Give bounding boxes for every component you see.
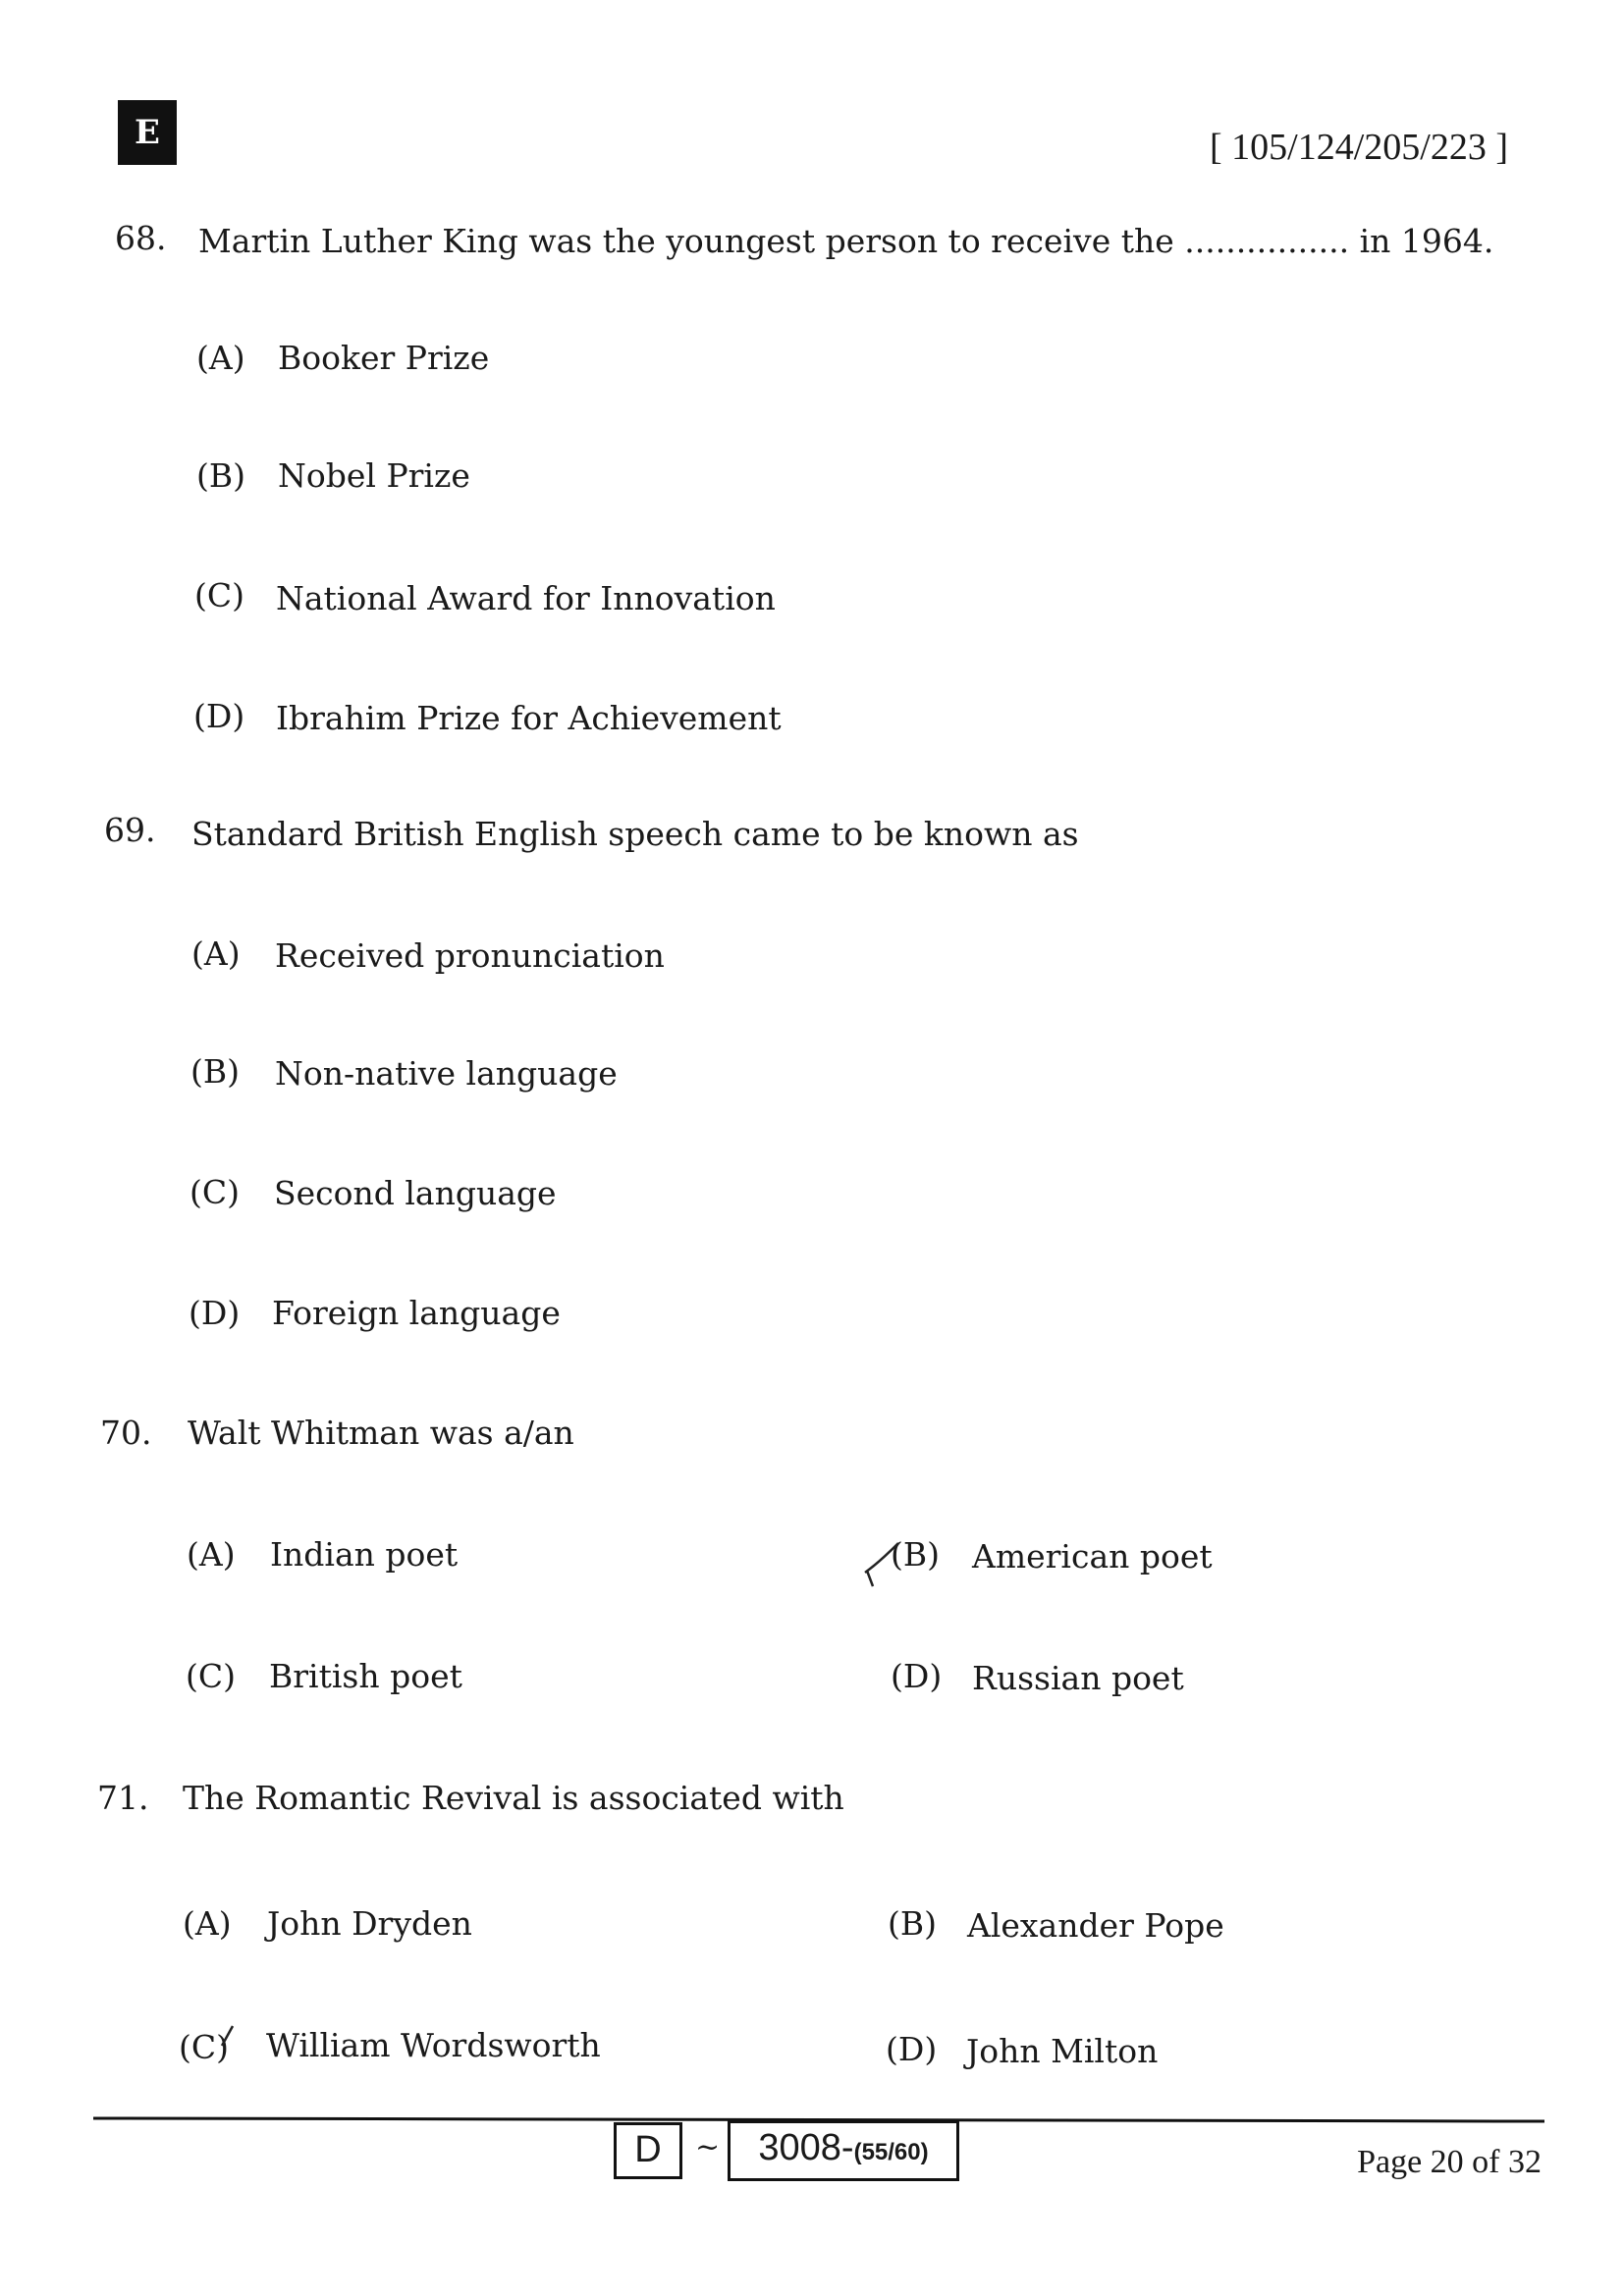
booklet-code: 3008-: [758, 2127, 854, 2168]
option-text: National Award for Innovation: [276, 579, 776, 617]
option-letter: (B): [196, 456, 245, 495]
option-text: Ibrahim Prize for Achievement: [276, 699, 782, 737]
option-letter: (D): [189, 1294, 241, 1332]
option-letter: (B): [891, 1535, 940, 1574]
question-number: 68.: [115, 219, 167, 257]
option-letter: (C): [186, 1657, 236, 1695]
question-text: The Romantic Revival is associated with: [183, 1779, 844, 1817]
option-text: Nobel Prize: [278, 456, 470, 495]
option-letter: (C): [179, 2028, 229, 2066]
option-text: Non-native language: [275, 1054, 618, 1093]
option-letter: (D): [193, 697, 245, 735]
option-text: John Dryden: [267, 1904, 472, 1943]
option-text: John Milton: [966, 2032, 1159, 2070]
pen-tick-mark: [859, 1533, 908, 1592]
option-letter: (B): [888, 1904, 937, 1943]
option-letter: (C): [194, 576, 244, 614]
set-label-badge: E: [118, 100, 177, 165]
booklet-code-sub: (55/60): [853, 2139, 929, 2165]
option-letter: (A): [191, 934, 241, 973]
question-text: Martin Luther King was the youngest person to receive the ................ in 1964.: [198, 222, 1494, 260]
footer-separator: ~: [695, 2130, 721, 2164]
option-text: Indian poet: [270, 1535, 459, 1574]
paper-code: [ 105/124/205/223 ]: [1210, 127, 1508, 168]
option-text: William Wordsworth: [266, 2026, 601, 2064]
option-text: Second language: [274, 1174, 557, 1212]
option-text: Received pronunciation: [275, 936, 665, 975]
option-letter: (C): [189, 1173, 240, 1211]
option-text: American poet: [972, 1537, 1213, 1575]
option-text: Foreign language: [272, 1294, 561, 1332]
question-text: Standard British English speech came to be known as: [191, 815, 1079, 853]
option-text: Booker Prize: [278, 339, 490, 377]
page-number: Page 20 of 32: [1357, 2144, 1542, 2180]
pen-tick-mark: [218, 2022, 238, 2052]
option-letter: (D): [891, 1657, 943, 1695]
option-letter: (D): [886, 2030, 938, 2068]
option-letter: (A): [187, 1535, 236, 1574]
question-number: 71.: [97, 1779, 149, 1817]
option-letter: (A): [196, 339, 245, 377]
question-text: Walt Whitman was a/an: [188, 1414, 574, 1452]
booklet-code-box: [728, 2120, 959, 2181]
series-box: D: [614, 2122, 682, 2179]
question-number: 70.: [100, 1414, 152, 1452]
option-text: Russian poet: [972, 1659, 1184, 1697]
question-number: 69.: [104, 811, 156, 849]
option-letter: (A): [183, 1904, 232, 1943]
option-text: Alexander Pope: [967, 1906, 1224, 1945]
option-text: British poet: [269, 1657, 462, 1695]
option-letter: (B): [190, 1052, 240, 1091]
